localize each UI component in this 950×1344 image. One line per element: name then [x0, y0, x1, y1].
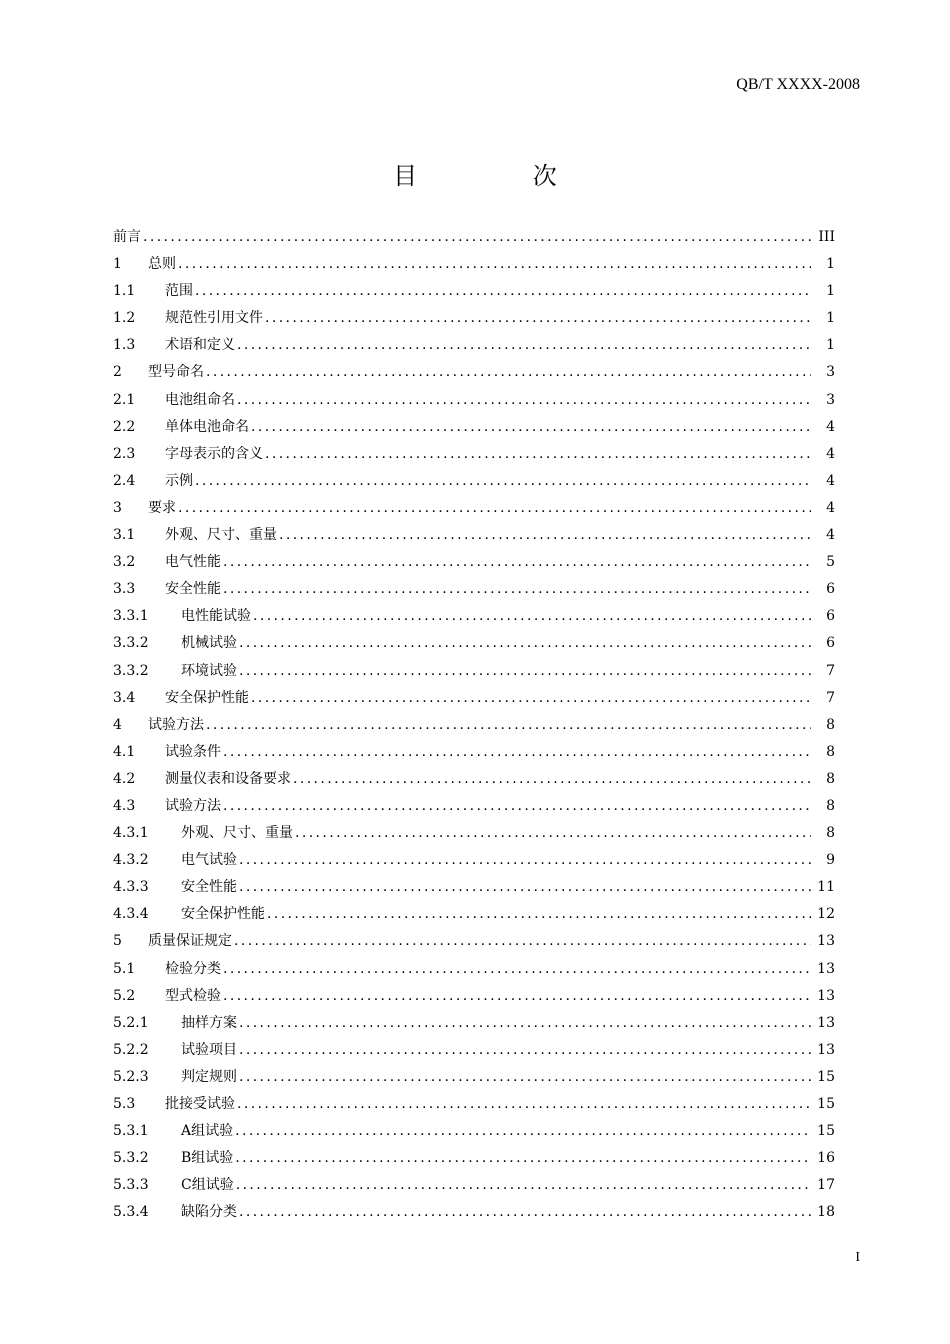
- toc-entry[interactable]: [113, 470, 835, 497]
- toc-dot-leader: [195, 283, 811, 299]
- toc-entry-page: 1: [826, 310, 835, 327]
- toc-entry-number: 1.3: [113, 337, 136, 354]
- toc-dot-leader: [223, 554, 811, 570]
- toc-entry[interactable]: [113, 551, 835, 578]
- toc-entry-label: 试验项目: [181, 1041, 237, 1058]
- standard-code: QB/T XXXX-2008: [736, 76, 860, 93]
- toc-entry-label: 前言: [113, 229, 141, 245]
- toc-entry-page: 4: [826, 527, 835, 544]
- toc-entry-page: 8: [826, 825, 835, 842]
- toc-entry-label: 质量保证规定: [148, 933, 232, 950]
- toc-entry[interactable]: [113, 768, 835, 795]
- toc-entry-label: 批接受试验: [165, 1096, 235, 1112]
- toc-dot-leader: [178, 500, 811, 516]
- toc-entry-page: 4: [826, 418, 835, 435]
- toc-entry-number: 1: [113, 256, 122, 273]
- toc-entry-page: 1: [826, 256, 835, 273]
- toc-entry-page: 1: [826, 283, 835, 300]
- toc-entry-label: 安全性能: [165, 581, 221, 598]
- toc-entry-number: 3.3: [113, 581, 136, 598]
- toc-entry-number: 4.3.3: [113, 879, 149, 896]
- toc-entry-page: 7: [826, 689, 835, 706]
- toc-entry[interactable]: [113, 632, 835, 659]
- toc-dot-leader: [239, 1069, 811, 1085]
- toc-entry-label: 安全性能: [181, 879, 237, 896]
- toc-entry-label: 环境试验: [181, 662, 237, 679]
- toc-dot-leader: [293, 771, 811, 787]
- toc-entry[interactable]: [113, 1066, 835, 1093]
- toc-entry-page: 4: [826, 445, 835, 462]
- toc-dot-leader: [265, 310, 811, 326]
- toc-dot-leader: [223, 581, 811, 597]
- toc-entry-number: 3.1: [113, 527, 136, 544]
- toc-entry-number: 5.3.1: [113, 1123, 149, 1140]
- toc-entry-page: 13: [817, 933, 835, 950]
- toc-entry-page: 9: [826, 852, 835, 869]
- toc-entry-number: 3.4: [113, 689, 136, 706]
- toc-dot-leader: [223, 798, 811, 814]
- toc-entry-number: 5.2: [113, 987, 136, 1004]
- toc-entry[interactable]: [113, 903, 835, 930]
- toc-dot-leader: [235, 1150, 811, 1166]
- toc-entry-number: 5: [113, 933, 122, 950]
- toc-dot-leader: [206, 717, 811, 733]
- toc-entry[interactable]: [113, 876, 835, 903]
- toc-entry[interactable]: [113, 714, 835, 741]
- table-of-contents: [113, 226, 835, 1228]
- toc-entry-number: 4.3.2: [113, 852, 149, 869]
- toc-entry-page: 1: [826, 337, 835, 354]
- toc-entry-page: 3: [826, 364, 835, 381]
- toc-entry-label: 单体电池命名: [165, 418, 249, 435]
- toc-entry-page: 15: [817, 1096, 835, 1112]
- toc-entry[interactable]: [113, 795, 835, 822]
- toc-entry-page: 8: [826, 716, 835, 733]
- toc-dot-leader: [239, 1204, 811, 1220]
- toc-entry-label: 试验方法: [165, 797, 221, 814]
- toc-dot-leader: [295, 825, 811, 841]
- toc-entry-page: III: [818, 229, 835, 245]
- toc-entry-page: 6: [826, 635, 835, 652]
- toc-entry-number: 2.1: [113, 391, 136, 408]
- toc-entry-number: 4.3.1: [113, 825, 149, 842]
- toc-entry-number: 3.3.2: [113, 662, 149, 679]
- toc-entry[interactable]: [113, 443, 835, 470]
- toc-entry-page: 3: [826, 391, 835, 408]
- toc-entry-number: 2.3: [113, 445, 136, 462]
- toc-entry-page: 13: [817, 1041, 835, 1058]
- toc-entry-page: 8: [826, 797, 835, 814]
- toc-entry[interactable]: [113, 741, 835, 768]
- toc-entry[interactable]: [113, 524, 835, 551]
- toc-entry-number: 2: [113, 364, 122, 381]
- toc-entry-label: 抽样方案: [181, 1014, 237, 1031]
- toc-entry-page: 6: [826, 581, 835, 598]
- toc-entry-number: 4.3: [113, 797, 136, 814]
- toc-entry-label: 规范性引用文件: [165, 310, 263, 327]
- toc-entry[interactable]: [113, 849, 835, 876]
- toc-entry-number: 1.2: [113, 310, 136, 327]
- toc-entry-label: 电气性能: [165, 554, 221, 571]
- toc-entry-label: B组试验: [181, 1150, 234, 1167]
- toc-entry-page: 16: [817, 1150, 835, 1167]
- toc-dot-leader: [239, 1015, 811, 1031]
- toc-entry-number: 5.2.3: [113, 1068, 149, 1085]
- toc-entry[interactable]: [113, 497, 835, 524]
- toc-dot-leader: [239, 852, 811, 868]
- toc-entry-label: 试验方法: [148, 716, 204, 733]
- toc-entry[interactable]: [113, 1093, 835, 1120]
- toc-entry-label: 判定规则: [181, 1068, 237, 1085]
- toc-dot-leader: [279, 527, 811, 543]
- toc-entry-number: 3.2: [113, 554, 136, 571]
- toc-entry-page: 18: [817, 1204, 835, 1221]
- toc-entry-page: 11: [817, 879, 835, 896]
- toc-entry[interactable]: [113, 930, 835, 957]
- toc-entry[interactable]: [113, 822, 835, 849]
- toc-entry-number: 4.3.4: [113, 906, 149, 923]
- toc-entry-label: 示例: [165, 472, 193, 489]
- toc-entry-label: 安全保护性能: [181, 906, 265, 923]
- toc-entry-page: 6: [826, 608, 835, 625]
- toc-entry-page: 8: [826, 770, 835, 787]
- toc-entry-label: 字母表示的含义: [165, 445, 263, 462]
- toc-dot-leader: [223, 744, 811, 760]
- toc-entry[interactable]: [113, 253, 835, 280]
- toc-entry[interactable]: [113, 307, 835, 334]
- toc-dot-leader: [234, 933, 811, 949]
- toc-entry-label: A组试验: [181, 1123, 234, 1140]
- toc-entry-label: 缺陷分类: [181, 1204, 237, 1221]
- toc-entry-page: 15: [817, 1068, 835, 1085]
- toc-entry-number: 3.3.1: [113, 608, 149, 625]
- toc-entry-number: 2.2: [113, 418, 136, 435]
- toc-entry-label: 型号命名: [148, 364, 204, 381]
- toc-entry[interactable]: [113, 958, 835, 985]
- toc-dot-leader: [223, 961, 811, 977]
- toc-dot-leader: [237, 337, 811, 353]
- toc-entry-label: C组试验: [181, 1177, 234, 1194]
- toc-entry[interactable]: [113, 1039, 835, 1066]
- toc-entry[interactable]: [113, 1147, 835, 1174]
- toc-entry[interactable]: [113, 985, 835, 1012]
- toc-dot-leader: [239, 635, 811, 651]
- toc-entry-label: 安全保护性能: [165, 689, 249, 706]
- toc-entry[interactable]: [113, 1201, 835, 1228]
- toc-entry-page: 4: [826, 499, 835, 516]
- toc-entry-page: 12: [817, 906, 835, 923]
- toc-dot-leader: [235, 1123, 811, 1139]
- toc-dot-leader: [178, 256, 811, 272]
- toc-entry-number: 5.3.3: [113, 1177, 149, 1194]
- toc-entry-page: 8: [826, 743, 835, 760]
- toc-entry-page: 4: [826, 472, 835, 489]
- toc-entry-page: 15: [817, 1123, 835, 1140]
- toc-entry[interactable]: [113, 660, 835, 687]
- toc-dot-leader: [251, 690, 811, 706]
- toc-entry-page: 7: [826, 662, 835, 679]
- toc-entry-number: 5.1: [113, 960, 136, 977]
- toc-entry-number: 5.2.1: [113, 1014, 149, 1031]
- toc-dot-leader: [253, 608, 811, 624]
- toc-dot-leader: [223, 988, 811, 1004]
- toc-entry[interactable]: [113, 361, 835, 388]
- toc-entry-number: 4.2: [113, 770, 136, 787]
- toc-entry-label: 电性能试验: [181, 608, 251, 625]
- toc-entry-label: 外观、尺寸、重量: [165, 527, 277, 544]
- toc-dot-leader: [237, 1096, 811, 1112]
- toc-entry-number: 5.3.4: [113, 1204, 149, 1221]
- toc-dot-leader: [265, 446, 811, 462]
- toc-entry-number: 4: [113, 716, 122, 733]
- toc-entry-label: 测量仪表和设备要求: [165, 770, 291, 787]
- toc-entry-label: 型式检验: [165, 987, 221, 1004]
- toc-entry-page: 13: [817, 1014, 835, 1031]
- toc-dot-leader: [239, 663, 811, 679]
- toc-entry-page: 13: [817, 987, 835, 1004]
- toc-entry-number: 5.3.2: [113, 1150, 149, 1167]
- toc-entry[interactable]: [113, 280, 835, 307]
- toc-entry[interactable]: [113, 578, 835, 605]
- page-number: I: [855, 1250, 860, 1265]
- toc-entry-page: 13: [817, 960, 835, 977]
- toc-dot-leader: [143, 229, 811, 245]
- toc-entry-number: 5.2.2: [113, 1041, 149, 1058]
- toc-entry-label: 试验条件: [165, 743, 221, 760]
- toc-dot-leader: [237, 392, 811, 408]
- toc-entry-label: 外观、尺寸、重量: [181, 825, 293, 842]
- toc-entry[interactable]: [113, 605, 835, 632]
- toc-entry-number: 1.1: [113, 283, 136, 300]
- toc-entry[interactable]: [113, 1012, 835, 1039]
- toc-entry-label: 总则: [148, 256, 176, 273]
- toc-entry[interactable]: [113, 687, 835, 714]
- toc-entry-number: 4.1: [113, 743, 136, 760]
- toc-entry-label: 电气试验: [181, 852, 237, 869]
- toc-entry[interactable]: [113, 334, 835, 361]
- toc-dot-leader: [206, 364, 811, 380]
- toc-dot-leader: [251, 419, 811, 435]
- toc-dot-leader: [236, 1177, 811, 1193]
- toc-entry-number: 2.4: [113, 472, 136, 489]
- toc-dot-leader: [239, 1042, 811, 1058]
- toc-entry[interactable]: [113, 416, 835, 443]
- toc-entry-label: 要求: [148, 499, 176, 516]
- toc-dot-leader: [195, 473, 811, 489]
- toc-entry-page: 17: [817, 1177, 835, 1194]
- toc-entry[interactable]: [113, 389, 835, 416]
- toc-entry[interactable]: [113, 1120, 835, 1147]
- toc-entry-number: 5.3: [113, 1096, 136, 1112]
- toc-entry-label: 电池组命名: [165, 391, 235, 408]
- toc-entry[interactable]: [113, 226, 835, 253]
- toc-entry-label: 机械试验: [181, 635, 237, 652]
- toc-entry-number: 3: [113, 499, 122, 516]
- toc-dot-leader: [267, 906, 811, 922]
- toc-entry-page: 5: [826, 554, 835, 571]
- toc-entry[interactable]: [113, 1174, 835, 1201]
- toc-entry-label: 术语和定义: [165, 337, 235, 354]
- toc-entry-label: 范围: [165, 283, 193, 300]
- toc-entry-label: 检验分类: [165, 960, 221, 977]
- toc-entry-number: 3.3.2: [113, 635, 149, 652]
- toc-dot-leader: [239, 879, 811, 895]
- page-title: 目 次: [393, 162, 611, 190]
